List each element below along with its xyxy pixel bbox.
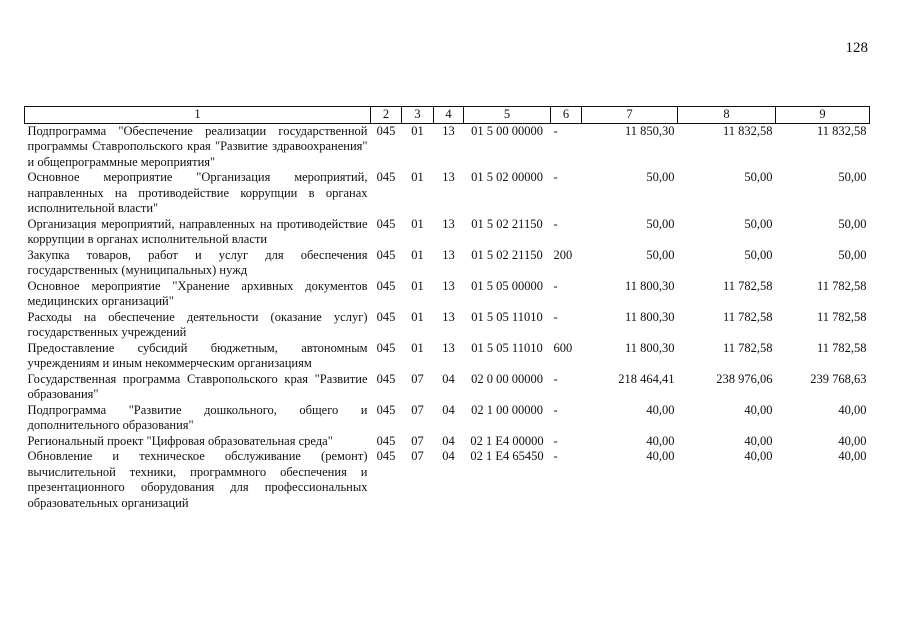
table-row [25, 170, 870, 217]
row-code-subsection: 13 [442, 309, 455, 324]
row-code-ministry: 045 [376, 309, 396, 324]
row-name: Предоставление субсидий бюджетным, автономным учреждениям и иным некоммерческим организациям [27, 340, 368, 370]
row-code-ministry: 045 [376, 340, 396, 355]
row-name: Основное мероприятие "Организация мероприятий, направленных на противодействие коррупции в органах исполнительной власти" [27, 170, 368, 215]
row-name: Расходы на обеспечение деятельности (оказание услуг) государственных учреждений [27, 309, 368, 339]
row-code-ministry: 045 [376, 371, 396, 386]
table-row [25, 217, 870, 248]
row-amount-2: 50,00 [744, 170, 773, 184]
row-code-subsection: 04 [442, 449, 455, 463]
row-code-target: 01 5 05 11010 [471, 340, 543, 355]
column-header-9: 9 [776, 107, 870, 124]
row-amount-1: 11 850,30 [624, 123, 675, 138]
row-code-subsection: 13 [442, 216, 455, 231]
row-amount-1: 11 800,30 [624, 309, 675, 324]
row-amount-3: 40,00 [838, 449, 867, 463]
row-code-ministry: 045 [376, 247, 396, 262]
row-amount-1: 40,00 [646, 449, 675, 463]
column-header-2: 2 [371, 107, 402, 124]
row-name: Обновление и техническое обслуживание (ремонт) вычислительной техники, программного обеспечения и презентационного оборудования для профессиональных образовательных организаций [27, 449, 368, 510]
row-code-target: 01 5 05 11010 [471, 309, 543, 324]
row-amount-3: 50,00 [838, 216, 867, 231]
column-header-8: 8 [678, 107, 776, 124]
row-amount-3: 239 768,63 [810, 371, 867, 386]
row-amount-3: 40,00 [838, 402, 867, 417]
row-code-expense-type: - [553, 433, 558, 448]
row-code-subsection: 13 [442, 170, 455, 184]
column-header-7: 7 [582, 107, 678, 124]
row-code-expense-type: 600 [553, 340, 573, 355]
row-code-section: 01 [411, 123, 424, 138]
table-header-row [25, 107, 870, 124]
column-header-1: 1 [25, 107, 371, 124]
row-amount-3: 50,00 [838, 170, 867, 184]
row-amount-1: 11 800,30 [624, 340, 675, 355]
row-code-ministry: 045 [376, 216, 396, 231]
row-code-section: 07 [411, 371, 424, 386]
row-amount-2: 11 782,58 [722, 340, 773, 355]
row-amount-1: 40,00 [646, 402, 675, 417]
column-header-6: 6 [551, 107, 582, 124]
row-amount-1: 11 800,30 [624, 278, 675, 293]
row-amount-2: 40,00 [744, 433, 773, 448]
row-code-subsection: 04 [442, 433, 455, 448]
row-name: Региональный проект "Цифровая образовательная среда" [27, 433, 333, 448]
row-code-expense-type: 200 [553, 247, 573, 262]
row-amount-2: 40,00 [744, 449, 773, 463]
row-amount-2: 238 976,06 [716, 371, 773, 386]
row-code-target: 01 5 05 00000 [471, 278, 543, 293]
row-code-subsection: 04 [442, 371, 455, 386]
row-code-expense-type: - [553, 309, 558, 324]
column-header-5: 5 [464, 107, 551, 124]
row-code-expense-type: - [553, 449, 558, 463]
row-code-ministry: 045 [376, 170, 396, 184]
row-code-section: 07 [411, 449, 424, 463]
row-code-expense-type: - [553, 402, 558, 417]
row-code-target: 02 1 E4 65450 [470, 449, 544, 463]
row-code-expense-type: - [553, 123, 558, 138]
row-amount-3: 11 782,58 [816, 278, 867, 293]
row-code-ministry: 045 [376, 449, 396, 463]
column-header-3: 3 [402, 107, 434, 124]
table-row [25, 341, 870, 372]
row-amount-2: 50,00 [744, 247, 773, 262]
row-code-subsection: 13 [442, 247, 455, 262]
row-amount-1: 50,00 [646, 170, 675, 184]
row-code-target: 02 1 E4 00000 [470, 433, 544, 448]
row-code-section: 01 [411, 216, 424, 231]
row-code-section: 07 [411, 402, 424, 417]
table-row [25, 123, 870, 170]
table-row [25, 372, 870, 403]
row-code-section: 07 [411, 433, 424, 448]
row-code-subsection: 13 [442, 123, 455, 138]
column-header-4: 4 [434, 107, 464, 124]
row-code-ministry: 045 [376, 278, 396, 293]
row-amount-3: 11 832,58 [816, 123, 867, 138]
row-amount-1: 40,00 [646, 433, 675, 448]
row-name: Основное мероприятие "Хранение архивных документов медицинских организаций" [27, 278, 368, 308]
row-code-expense-type: - [553, 216, 558, 231]
row-code-expense-type: - [553, 371, 558, 386]
row-code-ministry: 045 [376, 123, 396, 138]
row-code-expense-type: - [553, 278, 558, 293]
row-amount-3: 40,00 [838, 433, 867, 448]
budget-table [24, 106, 870, 511]
row-code-ministry: 045 [376, 433, 396, 448]
row-amount-1: 50,00 [646, 247, 675, 262]
row-code-target: 02 0 00 00000 [471, 371, 543, 386]
row-code-subsection: 13 [442, 340, 455, 355]
row-amount-3: 50,00 [838, 247, 867, 262]
row-code-subsection: 04 [442, 402, 455, 417]
row-code-subsection: 13 [442, 278, 455, 293]
row-code-section: 01 [411, 340, 424, 355]
table-row [25, 248, 870, 279]
page-number: 128 [845, 40, 868, 56]
row-amount-3: 11 782,58 [816, 340, 867, 355]
row-amount-3: 11 782,58 [816, 309, 867, 324]
row-name: Подпрограмма "Обеспечение реализации государственной программы Ставропольского края "Развитие здравоохранения" и общепрограммные мероприятия" [27, 123, 368, 169]
row-amount-2: 40,00 [744, 402, 773, 417]
table-row [25, 279, 870, 310]
row-code-target: 01 5 02 21150 [471, 247, 543, 262]
row-code-target: 01 5 02 00000 [471, 170, 543, 184]
row-amount-2: 11 832,58 [722, 123, 773, 138]
table-row [25, 310, 870, 341]
row-code-section: 01 [411, 309, 424, 324]
row-name: Организация мероприятий, направленных на противодействие коррупции в органах исполнительной власти [27, 216, 368, 246]
table-row [25, 449, 870, 511]
row-code-ministry: 045 [376, 402, 396, 417]
row-amount-1: 218 464,41 [618, 371, 675, 386]
row-amount-2: 11 782,58 [722, 278, 773, 293]
table-row [25, 403, 870, 434]
row-code-target: 01 5 02 21150 [471, 216, 543, 231]
row-code-target: 01 5 00 00000 [471, 123, 543, 138]
row-amount-1: 50,00 [646, 216, 675, 231]
row-code-section: 01 [411, 247, 424, 262]
row-code-section: 01 [411, 170, 424, 184]
row-name: Закупка товаров, работ и услуг для обеспечения государственных (муниципальных) нужд [27, 247, 368, 277]
row-code-expense-type: - [553, 170, 558, 184]
row-name: Подпрограмма "Развитие дошкольного, общего и дополнительного образования" [27, 402, 368, 432]
row-code-section: 01 [411, 278, 424, 293]
row-amount-2: 50,00 [744, 216, 773, 231]
row-code-target: 02 1 00 00000 [471, 402, 543, 417]
table-row [25, 434, 870, 450]
row-amount-2: 11 782,58 [722, 309, 773, 324]
row-name: Государственная программа Ставропольского края "Развитие образования" [27, 371, 368, 401]
